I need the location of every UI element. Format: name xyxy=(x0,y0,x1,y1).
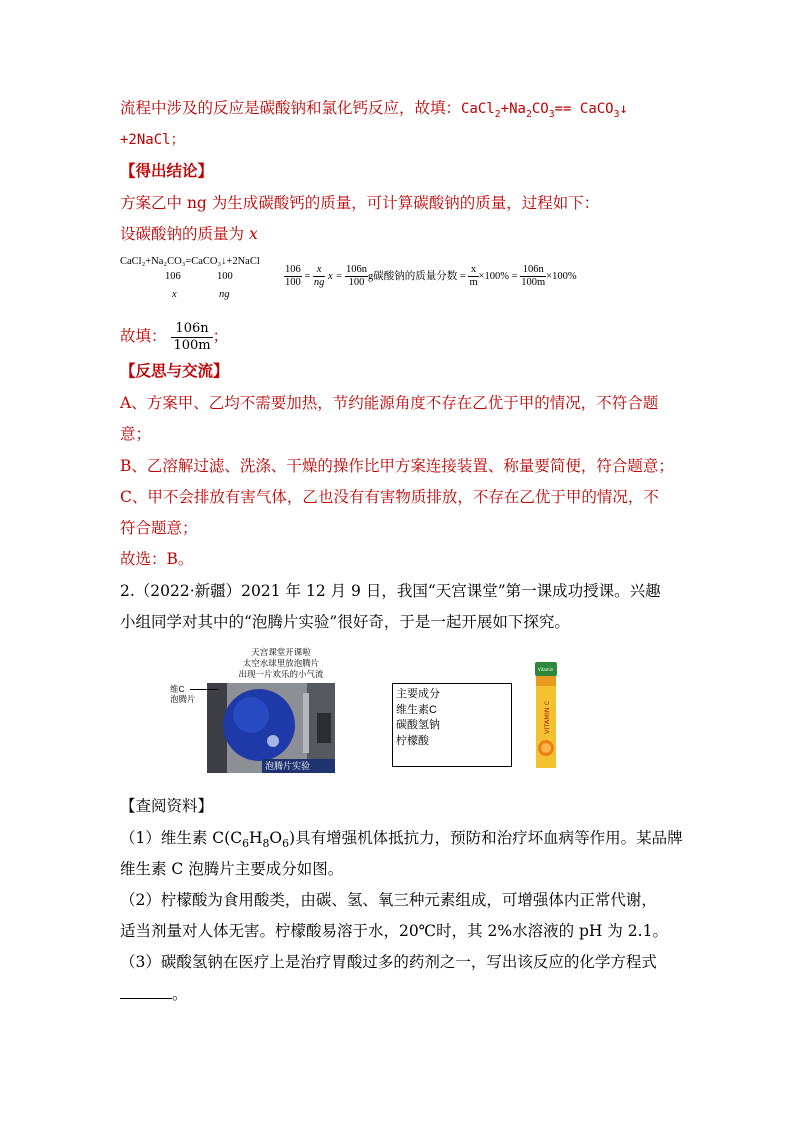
calculation-block xyxy=(120,256,680,312)
calc-var-2: ng xyxy=(219,289,230,300)
section-title-materials: 【查阅资料】 xyxy=(120,797,214,815)
reflection-c-line-2: 符合题意； xyxy=(120,519,198,537)
material-2-line-2: 适当剂量对人体无害。柠檬酸易溶于水，20℃时，其 2%水溶液的 pH 为 2.1。 xyxy=(120,922,668,940)
ingredient-item: 主要成分 xyxy=(396,688,440,700)
figure-left-caption: 天宫课堂开课啦 太空水球里放泡腾片 出现一片欢乐的小气流 xyxy=(238,647,324,679)
vitamin-tube-image xyxy=(534,662,558,770)
reaction-continuation: +2NaCl； xyxy=(120,132,185,148)
material-1-line-2: 维生素 C 泡腾片主要成分如图。 xyxy=(120,860,344,878)
vitamin-tube-icon xyxy=(534,662,558,770)
reflection-choice: 故选：B。 xyxy=(120,550,194,568)
pointer-line xyxy=(190,689,218,690)
tube-label: VITAMIN C xyxy=(543,700,551,734)
effervescent-photo xyxy=(207,683,335,773)
reflection-a-line-1: A、方案甲、乙均不需要加热，节约能源角度不存在乙优于甲的情况，不符合题 xyxy=(120,394,659,412)
calc-mr-1: 106 xyxy=(165,271,181,282)
photo-bottom-label: 泡腾片实验 xyxy=(265,761,311,771)
ingredient-item: 维生素C xyxy=(396,703,437,716)
material-3-line-1: （3）碳酸氢钠在医疗上是治疗胃酸过多的药剂之一，写出该反应的化学方程式 xyxy=(120,953,657,971)
calc-proportion: $\frac{106}{100}$ = $\frac{x}{ng}$ x = $\frac{106n}{100}$ g碳酸钠的质量分数 = $\frac{x}{m}$ ×100% = $\frac{106n}{100m}$ ×100% xyxy=(285,264,577,288)
reaction-sentence xyxy=(120,97,628,120)
calc-mr-2: 100 xyxy=(217,271,233,282)
conclusion-line-1: 方案乙中 ng 为生成碳酸钙的质量，可计算碳酸钠的质量，过程如下： xyxy=(120,194,600,212)
section-title-reflection: 【反思与交流】 xyxy=(120,361,229,380)
reflection-c-line-1: C、甲不会排放有害气体，乙也没有有害物质排放，不存在乙优于甲的情况，不 xyxy=(120,488,659,506)
conclusion-line-2: 设碳酸钠的质量为 x xyxy=(120,225,258,243)
vitamin-c-label: 维C 泡腾片 xyxy=(170,684,196,704)
material-2-line-1: （2）柠檬酸为食用酸类，由碳、氢、氧三种元素组成，可增强体内正常代谢， xyxy=(120,891,657,909)
calc-var-1: x xyxy=(172,289,177,300)
reaction-text: 流程中涉及的反应是碳酸钠和氯化钙反应，故填： xyxy=(120,99,462,117)
answer-line: 故填： $\frac{106n}{100m}$ ； xyxy=(120,320,229,353)
material-1-line-1: （1）维生素 $C(C_6H_8O_6)$具有增强机体抵抗力，预防和治疗坏血病等作用。某品牌 xyxy=(120,829,683,851)
ingredients-box xyxy=(392,683,512,767)
material-3-line-2: 。 xyxy=(120,983,188,1005)
reaction-equation: $CaCl_2+Na_2CO_3==$ CaCO$_3$↓ xyxy=(461,101,628,120)
reflection-a-line-2: 意； xyxy=(120,425,152,443)
ingredient-item: 碳酸氢钠 xyxy=(396,719,440,731)
reflection-b-line: B、乙溶解过滤、洗涤、干燥的操作比甲方案连接装置、称量要简便，符合题意； xyxy=(120,457,674,475)
photo-illustration xyxy=(207,683,335,773)
question-2-line-2: 小组同学对其中的“泡腾片实验”很好奇，于是一起开展如下探究。 xyxy=(120,613,570,631)
calc-reaction: CaCl₂+Na₂CO₃=CaCO₃↓+2NaCl xyxy=(120,256,260,267)
section-title-conclusion: 【得出结论】 xyxy=(120,161,214,180)
answer-blank[interactable] xyxy=(120,984,172,999)
question-2-line-1: 2.（2022·新疆）2021 年 12 月 9 日，我国“天宫课堂”第一课成功授课。兴趣 xyxy=(120,582,661,600)
ingredient-item: 柠檬酸 xyxy=(396,734,429,747)
cap-label: Vitamin xyxy=(538,667,554,672)
